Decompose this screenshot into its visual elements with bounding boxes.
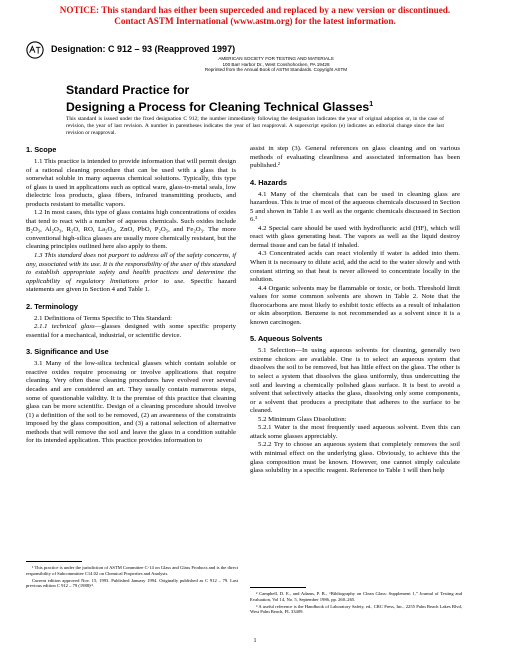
publisher-line: AMERICAN SOCIETY FOR TESTING AND MATERIALS bbox=[218, 56, 334, 61]
footnotes-left bbox=[26, 565, 238, 590]
paragraph bbox=[26, 323, 236, 340]
paragraph: 1.1 This practice is intended to provide information that will permit design of a rational cleaning procedure that can be used with a glass that is somewhat soluble in many aqueous chemical solutions. Typically, this type of glass is used in applications such as optical ware, glass-to-metal seals, low dielectric loss products, glass fibers, infrared transmitting products, and products resistant to metallic vapors. bbox=[26, 158, 236, 208]
hazard-reference: Specific hazard statements are given in Section 4 and Table 1. bbox=[26, 277, 236, 294]
publisher-address: 100 Barr Harbor Dr., West Conshohocken, PA 19428 bbox=[222, 61, 330, 67]
section-heading: 4. Hazards bbox=[250, 177, 287, 187]
term: 2.1.1 technical glass bbox=[34, 323, 95, 331]
section-heading: 5. Aqueous Solvents bbox=[250, 334, 323, 344]
paragraph: 2.1 Definitions of Terms Specific to This Standard: bbox=[34, 314, 173, 322]
section-heading: 1. Scope bbox=[26, 145, 57, 154]
supersede-notice bbox=[0, 5, 510, 27]
paragraph bbox=[26, 252, 236, 295]
notice-line-2: Contact ASTM International (www.astm.org) for the latest information. bbox=[114, 16, 396, 26]
publisher-info bbox=[176, 56, 376, 73]
standard-intro: This standard is issued under the fixed designation C 912; the number immediately following the designation indicates the year of original adoption or, in the case of revision, the year of last revision. A number in parentheses indicates the year of last reapproval. A superscript epsilon (e) indicates an editorial change since the last revision or reapproval. bbox=[66, 116, 444, 136]
astm-logo-icon bbox=[26, 41, 44, 59]
left-column bbox=[26, 145, 236, 446]
footnote-rule bbox=[250, 587, 306, 588]
footnote: ¹ This practice is under the jurisdiction of ASTM Committee C-14 on Glass and Glass Products and is the direct responsibility of Subcommittee C14.02 on Chemical Properties and Analysis. bbox=[26, 565, 238, 576]
section-heading: 3. Significance and Use bbox=[26, 347, 109, 357]
footnote-rule bbox=[26, 561, 82, 562]
paragraph: 5.2 Minimum Glass Dissolution: bbox=[258, 415, 347, 423]
footnote: ² Campbell, D. E., and Adams, P. B., “Bibliography on Clean Glass: Supplement 1,” Journal of Testing and Evaluation, Vol 14, No. 5, September 1986, pp. 260–265. bbox=[250, 591, 462, 602]
paragraph: 4.2 Special care should be used with hydrofluoric acid (HF), which will react with glass generating heat. The vapors as well as the liquid destroy dermal tissue and can be fatal if inhaled. bbox=[250, 224, 460, 249]
paragraph: 4.3 Concentrated acids can react violently if water is added into them. When it is necessary to dilute acid, add the acid to the water slowly and with constant stirring so that heat is never allowed to concentrate locally in the solution. bbox=[250, 250, 460, 284]
notice-line-1: NOTICE: This standard has either been superceded and replaced by a new version or discontinued. bbox=[59, 5, 451, 15]
paragraph: 5.2.2 Try to choose an aqueous system that completely removes the soil with minimal effect on the underlying glass. Obviously, to achieve this the glass composition must be known. However, one cannot simply calculate glass solubility in a specific reagent. Reference to Table 1 will then help bbox=[250, 441, 460, 475]
paragraph: 5.2.1 Water is the most frequently used aqueous solvent. Even this can attack some glasses appreciably. bbox=[250, 424, 460, 440]
designation: Designation: C 912 – 93 (Reapproved 1997) bbox=[51, 44, 236, 54]
paragraph: assist in step (3). General references on glass cleaning and on various methods of evaluating cleanliness and associated information has been published.² bbox=[250, 145, 460, 170]
page-number: 1 bbox=[253, 638, 257, 644]
paragraph: 3.1 Many of the low-silica technical glasses which contain soluble or reactive oxides require processing or involve applications that require cleaning. Very often these cleaning procedures have evolved over several decades and are considered an art. They usually contain numerous steps, some of questionable validity. It is the premise of this practice that cleaning glass can be more scientific. Design of a cleaning procedure should involve (1) a definition of the soil to be removed, (2) an awareness of the constraints imposed by the glass composition, and (3) a rational selection of alternative methods that will remove the soil and leave the glass in a condition suitable for its intended application. This practice provides information to bbox=[26, 360, 236, 445]
footnote: ³ A useful reference is the Handbook of Laboratory Safety, ed., CRC Press, Inc., 2255 Palm Beach Lakes Blvd, West Palm Beach, FL 33409. bbox=[250, 603, 462, 615]
reprint-line: Reprinted from the Annual Book of ASTM Standards. Copyright ASTM bbox=[204, 67, 348, 73]
title-line-2: Designing a Process for Cleaning Technical Glasses bbox=[66, 99, 370, 114]
title-footnote-mark: 1 bbox=[369, 100, 374, 108]
paragraph: 4.4 Organic solvents may be flammable or toxic, or both. Threshold limit values for some common solvents are shown in Table 2. Note that the fluorocarbons are most likely to exhibit toxic effects as a result of inhalation or skin absorption. Benzene is not recommended as a solvent since it is a known carcinogen. bbox=[250, 284, 460, 326]
paragraph: 4.1 Many of the chemicals that can be used in cleaning glass are hazardous. This is true of most of the aqueous chemicals discussed in Section 5 and shown in Table 1 as well as the organic chemicals discussed in Section 6.³ bbox=[250, 190, 460, 224]
title-line-1: Standard Practice for bbox=[66, 83, 190, 97]
right-column bbox=[250, 145, 460, 476]
paragraph: 1.2 In most cases, this type of glass contains high concentrations of oxides that tend to react with a number of aqueous chemicals. Such oxides include B₂O₃, Al₂O₃, R₂O, RO, La₂O₃, ZnO, PbO, P₂O₅, and Fe₂O₃. The more conventional high-silica glasses are usually more chemically resistant, but the cleaning principles outlined here also apply to them. bbox=[26, 209, 236, 251]
paragraph: 5.1 Selection—In using aqueous solvents for cleaning, generally two extreme choices are available. One is to select an aqueous system that dissolves the soil to be removed, but has little effect on the glass. The other is to select a system that dissolves the glass uniformly, thus undercutting the soil and leaving a chemically polished glass surface. It is best to avoid a solvent that selectively attacks the glass, dissolving only some components, or a solvent that produces a precipitate that adheres to the surface to be cleaned. bbox=[250, 347, 460, 415]
footnotes-right bbox=[250, 591, 462, 616]
safety-caveat: 1.3 This standard does not purport to address all of the safety concerns, if any, associated with its use. It is the responsibility of the user of this standard to establish appropriate safety and health practices and determine the applicability of regulatory limitations prior to use. bbox=[26, 252, 236, 285]
footnote: Current edition approved Nov. 15, 1993. Published January 1994. Originally published as C 912 – 79. Last previous edition C 912 – 79 (1988)ᵉ¹. bbox=[26, 577, 238, 589]
section-heading: 2. Terminology bbox=[26, 301, 79, 311]
definition: —glasses designed with some specific property essential for a mechanical, industrial, or scientific device. bbox=[26, 323, 236, 339]
document-title bbox=[66, 84, 373, 114]
